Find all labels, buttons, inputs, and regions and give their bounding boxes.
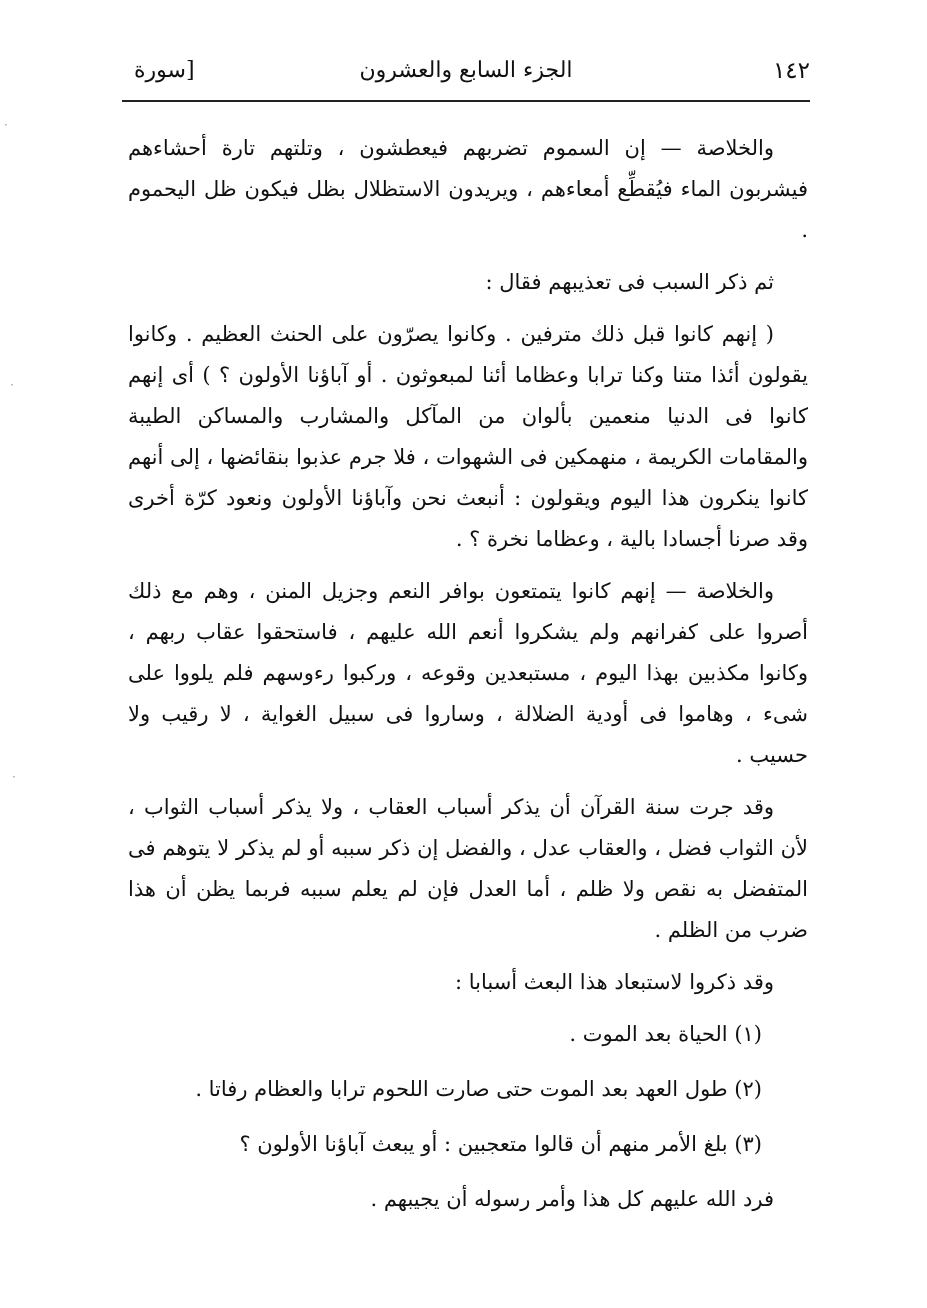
page-body	[128, 128, 808, 1231]
header-rule	[122, 100, 810, 102]
paragraph-verse-commentary: ( إنهم كانوا قبل ذلك مترفين . وكانوا يصرّون على الحنث العظيم . وكانوا يقولون أئذا متنا وكنا ترابا وعظاما أئنا لمبعوثون . أو آباؤنا الأولون ؟ ) أى إنهم كانوا فى الدنيا منعمين بألوان من المآكل والمشارب والمساكن الطيبة والمقامات الكريمة ، منهمكين فى الشهوات ، فلا جرم عذبوا بنقائضها ، إلى أنهم كانوا ينكرون هذا اليوم ويقولون : أنبعث نحن وآباؤنا الأولون ونعود كرّة أخرى وقد صرنا أجسادا بالية ، وعظاما نخرة ؟ .	[128, 322, 808, 551]
paragraph-summary-2: والخلاصة — إنهم كانوا يتمتعون بوافر النعم وجزيل المنن ، وهم مع ذلك أصروا على كفرانهم ولم يشكروا أنعم الله عليهم ، فاستحقوا عقاب ربهم ، وكانوا مكذبين بهذا اليوم ، مستبعدين وقوعه ، وركبوا رءوسهم فلم يلووا على شىء ، وهاموا فى أودية الضلالة ، وساروا فى سبيل الغواية ، لا رقيب ولا حسيب .	[128, 579, 808, 767]
surah-label: [سورة	[134, 58, 195, 83]
reasons-list	[128, 1014, 808, 1165]
list-intro: وقد ذكروا لاستبعاد هذا البعث أسبابا :	[454, 970, 774, 994]
paragraph-cause-intro: ثم ذكر السبب فى تعذيبهم فقال :	[485, 270, 774, 294]
page-number: ١٤٢	[772, 58, 810, 84]
running-title: الجزء السابع والعشرون	[359, 58, 573, 83]
paragraph-summary-1: والخلاصة — إن السموم تضربهم فيعطشون ، وتلتهم تارة أحشاءهم فيشربون الماء فيُقطِّع أمعاءهم ، ويريدون الاستظلال بظل فيكون ظل اليحموم .	[128, 136, 808, 242]
list-item: (٢) طول العهد بعد الموت حتى صارت اللحوم ترابا والعظام رفاتا .	[195, 1077, 762, 1101]
closing-line: فرد الله عليهم كل هذا وأمر رسوله أن يجيبهم .	[370, 1187, 774, 1211]
paragraph-quran-method: وقد جرت سنة القرآن أن يذكر أسباب العقاب ، ولا يذكر أسباب الثواب ، لأن الثواب فضل ، والعقاب عدل ، والفضل إن ذكر سببه أو لم يذكر لا يتوهم فى المتفضل به نقص ولا ظلم ، أما العدل فإن لم يعلم سببه فربما يظن أن هذا ضرب من الظلم .	[128, 795, 808, 942]
scan-speck: ·	[12, 770, 16, 784]
list-item: (٣) بلغ الأمر منهم أن قالوا متعجبين : أو يبعث آباؤنا الأولون ؟	[239, 1132, 762, 1156]
scan-speck: ·	[10, 378, 14, 392]
list-item: (١) الحياة بعد الموت .	[569, 1022, 762, 1046]
page-header	[122, 52, 810, 96]
scan-speck: ·	[4, 118, 8, 132]
